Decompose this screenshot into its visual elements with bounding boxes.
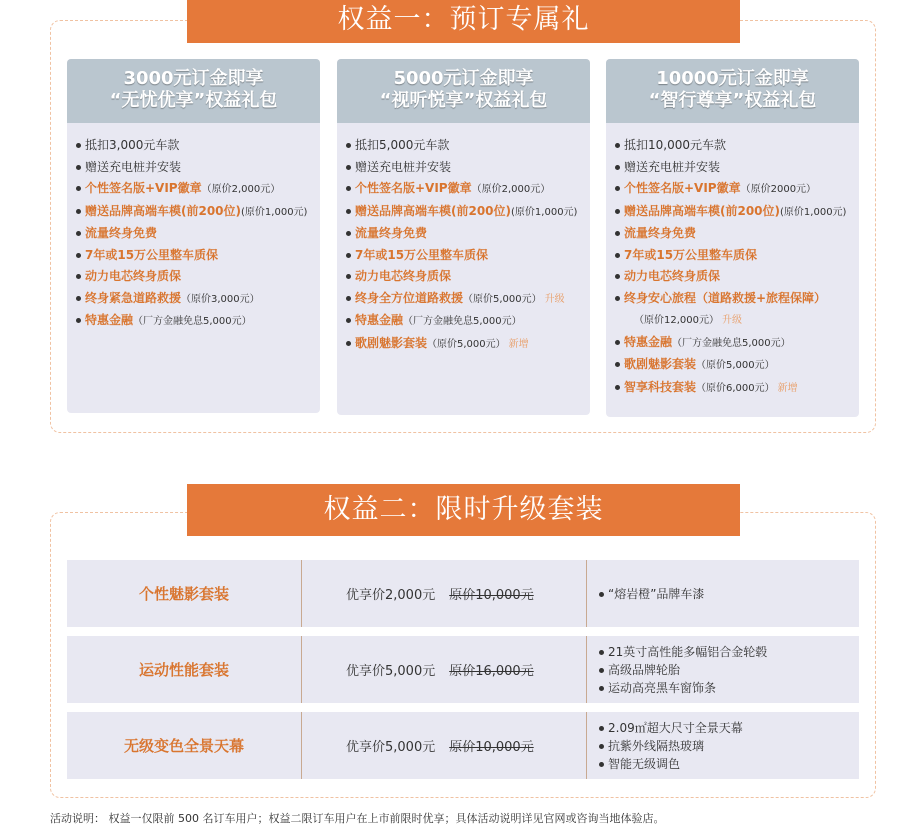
benefit-text: 赠送品牌高端车模(前200位) (624, 203, 781, 218)
benefit-text: 终身安心旅程（道路救援+旅程保障） (624, 290, 827, 305)
package-card-header (337, 59, 590, 123)
benefit-item (75, 201, 320, 224)
original-price: 原价10,000元 (449, 588, 534, 603)
benefit-text: 歌剧魅影套装 (624, 357, 697, 371)
benefit-text: 抵扣10,000元车款 (624, 138, 726, 152)
benefit-text: 个性签名版+VIP徽章 (85, 181, 202, 195)
benefit-item (345, 310, 590, 333)
benefit-item (614, 354, 859, 377)
benefit-text: 动力电芯终身质保 (355, 269, 452, 283)
benefit-original-price: （原价2000元） (740, 184, 817, 195)
benefit-original-price: （原价5,000元） (463, 293, 542, 305)
upgrade-row (67, 560, 859, 627)
section2-title: 权益二：限时升级套装 (187, 484, 740, 536)
benefit-text: 赠送品牌高端车模(前200位) (85, 203, 242, 218)
benefit-text: 终身全方位道路救援 (355, 290, 464, 305)
benefit-item (614, 245, 859, 267)
upgrade-row (67, 712, 859, 779)
benefit-text: 个性签名版+VIP徽章 (624, 181, 741, 195)
benefit-original-price: （原价5,000元） (696, 360, 775, 371)
package-card (67, 59, 320, 413)
upgrade-name: 个性魅影套装 (138, 585, 229, 603)
benefit-item (75, 178, 320, 201)
benefit-text: 智享科技套装 (624, 379, 697, 394)
upgrade-price-cell (301, 560, 586, 627)
benefit-original-price: （原价2,000元） (201, 184, 281, 195)
benefit-list (67, 123, 320, 333)
benefit-text: 流量终身免费 (85, 226, 158, 240)
benefit-item (345, 288, 590, 311)
benefit-text: 赠送充电桩并安装 (624, 159, 721, 174)
upgrade-features (586, 560, 859, 627)
package-header-line1: 5000元订金即享 (393, 68, 534, 89)
benefit-text: 动力电芯终身质保 (624, 269, 721, 283)
benefit-original-price: （厂方金融免息5,000元） (672, 337, 791, 349)
benefit-tag: 新增 (508, 338, 529, 350)
benefit-original-price: （原价3,000元） (181, 293, 260, 305)
benefit-original-price: （原价5,000元） (427, 338, 506, 350)
benefit-text: 个性签名版+VIP徽章 (355, 181, 472, 195)
upgrade-price-cell (301, 712, 586, 779)
feature-item: 21英寸高性能多幅铝合金轮毂 (598, 643, 859, 661)
upgrade-name: 运动性能套装 (138, 661, 229, 679)
package-header-line2: “无忧优享”权益礼包 (109, 90, 278, 111)
package-header-line1: 3000元订金即享 (123, 68, 264, 89)
benefit-text: 终身紧急道路救援 (85, 290, 182, 305)
benefit-item (75, 223, 320, 245)
footnote: 活动说明： 权益一仅限前 500 名订车用户；权益二限订车用户在上市前限时优享；具体活动说明详见官网或咨询当地体验店。 (50, 812, 665, 825)
benefit-item (614, 332, 859, 355)
package-header-line2: “视听悦享”权益礼包 (379, 90, 548, 111)
feature-item: 智能无级调色 (598, 755, 859, 773)
benefit-item (345, 201, 590, 224)
section1-title: 权益一：预订专属礼 (187, 0, 740, 43)
upgrade-row (67, 636, 859, 703)
benefit-text: 特惠金融 (85, 313, 134, 327)
upgrade-price-cell (301, 636, 586, 703)
benefit-text: 赠送充电桩并安装 (355, 159, 452, 174)
benefit-item (614, 178, 859, 201)
feature-item: 2.09㎡超大尺寸全景天幕 (598, 719, 859, 737)
benefit-item (345, 135, 590, 157)
offer-price: 优享价5,000元 (346, 740, 436, 755)
benefit-original-price: （厂方金融免息5,000元） (133, 316, 252, 327)
benefit-item (345, 157, 590, 179)
benefit-text: 7年或15万公里整车质保 (624, 247, 758, 262)
benefit-tag: 新增 (777, 382, 798, 394)
benefit-item (345, 223, 590, 245)
feature-item: “熔岩橙”品牌车漆 (598, 585, 859, 603)
benefit-text: 赠送充电桩并安装 (85, 159, 182, 174)
package-card-header (606, 59, 859, 123)
benefit-item (345, 245, 590, 267)
benefit-text: 7年或15万公里整车质保 (355, 247, 489, 262)
benefit-item (345, 333, 590, 356)
benefit-original-price: (原价1,000元) (780, 206, 847, 218)
benefit-item (614, 309, 859, 332)
benefit-item (614, 157, 859, 179)
benefit-original-price: （原价6,000元） (696, 382, 775, 394)
benefit-text: 抵扣3,000元车款 (85, 138, 180, 152)
benefit-item (345, 178, 590, 201)
benefit-original-price: (原价1,000元) (511, 206, 578, 218)
benefit-item (614, 288, 859, 310)
benefit-tag: 升级 (544, 293, 565, 305)
original-price: 原价16,000元 (449, 664, 534, 679)
benefit-text: 赠送品牌高端车模(前200位) (355, 203, 512, 218)
benefit-item (75, 157, 320, 179)
benefit-text: 7年或15万公里整车质保 (85, 247, 219, 262)
upgrade-features (586, 712, 859, 779)
package-card-header (67, 59, 320, 123)
upgrade-features (586, 636, 859, 703)
benefit-item (614, 135, 859, 157)
package-card (337, 59, 590, 415)
benefit-item (75, 288, 320, 311)
benefit-original-price: (原价1,000元) (241, 206, 308, 218)
benefit-tag: 升级 (722, 315, 742, 326)
package-card (606, 59, 859, 417)
benefit-text: 歌剧魅影套装 (355, 335, 428, 350)
feature-item: 运动高亮黑车窗饰条 (598, 679, 859, 697)
benefit-text: 抵扣5,000元车款 (355, 138, 450, 152)
original-price: 原价10,000元 (449, 740, 534, 755)
package-header-line1: 10000元订金即享 (656, 68, 809, 89)
benefit-text: 流量终身免费 (624, 226, 697, 240)
benefit-item (75, 266, 320, 288)
upgrade-name: 无级变色全景天幕 (123, 737, 244, 755)
benefit-original-price: （厂方金融免息5,000元） (403, 316, 522, 327)
benefit-item (75, 245, 320, 267)
benefit-text: 流量终身免费 (355, 226, 428, 240)
package-header-line2: “智行尊享”权益礼包 (648, 90, 817, 111)
benefit-text: 特惠金融 (624, 334, 673, 349)
benefit-item (345, 266, 590, 288)
benefit-original-price: （原价2,000元） (471, 184, 551, 195)
benefit-list (337, 123, 590, 355)
benefit-text: 特惠金融 (355, 313, 404, 327)
benefit-original-price: （原价12,000元） (634, 315, 719, 326)
feature-item: 抗紫外线隔热玻璃 (598, 737, 859, 755)
benefit-item (614, 201, 859, 224)
offer-price: 优享价2,000元 (346, 588, 436, 603)
benefit-list (606, 123, 859, 399)
benefit-item (614, 377, 859, 400)
benefit-text: 动力电芯终身质保 (85, 269, 182, 283)
feature-item: 高级品牌轮胎 (598, 661, 859, 679)
benefit-item (614, 223, 859, 245)
benefit-item (614, 266, 859, 288)
benefit-item (75, 135, 320, 157)
benefit-item (75, 310, 320, 333)
offer-price: 优享价5,000元 (346, 664, 436, 679)
